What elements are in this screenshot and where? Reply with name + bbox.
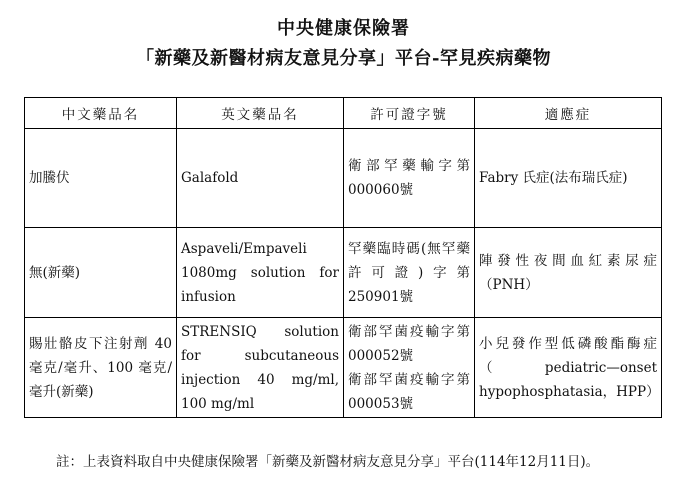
cell-chinese-name: 無(新藥): [25, 228, 177, 318]
cell-indication: Fabry 氏症(法布瑞氏症): [475, 129, 662, 228]
cell-english-name: Aspaveli/Empaveli 1080mg solution for infusion: [177, 228, 344, 318]
document-subtitle: 「新藥及新醫材病友意見分享」平台-罕見疾病藥物: [136, 48, 551, 69]
cell-chinese-name: 加騰伏: [25, 129, 177, 228]
header-indication: 適應症: [475, 98, 662, 129]
cell-indication: 陣發性夜間血紅素尿症（PNH）: [475, 228, 662, 318]
license-line: 衛部罕菌疫輸字第000052號: [348, 323, 470, 364]
table-header-row: [25, 98, 662, 129]
cell-chinese-name: 賜壯骼皮下注射劑 40 毫克/毫升、100 毫克/毫升(新藥): [25, 318, 177, 418]
cell-indication: 小兒發作型低磷酸酯酶症（pediatric—onset hypophosphatasia，HPP）: [475, 318, 662, 418]
header-english-name: 英文藥品名: [177, 98, 344, 129]
header-chinese-name: 中文藥品名: [25, 98, 177, 129]
header-license-number: 許可證字號: [344, 98, 475, 129]
license-line: 衛部罕菌疫輸字第000053號: [348, 371, 470, 412]
cell-license-number: [344, 318, 475, 418]
cell-license-number: 衛部罕藥輸字第000060號: [344, 129, 475, 228]
table-row: [25, 318, 662, 418]
source-note: 註：上表資料取自中央健康保險署「新藥及新醫材病友意見分享」平台(114年12月11日)。: [56, 454, 600, 470]
document-title: 中央健康保險署: [277, 18, 410, 39]
drug-table: [24, 97, 662, 418]
table-row: [25, 228, 662, 318]
cell-english-name: Galafold: [177, 129, 344, 228]
table-row: [25, 129, 662, 228]
cell-english-name: STRENSIQ solution for subcutaneous injection 40 mg/ml, 100 mg/ml: [177, 318, 344, 418]
cell-license-number: 罕藥臨時碼(無罕藥許可證)字第250901號: [344, 228, 475, 318]
